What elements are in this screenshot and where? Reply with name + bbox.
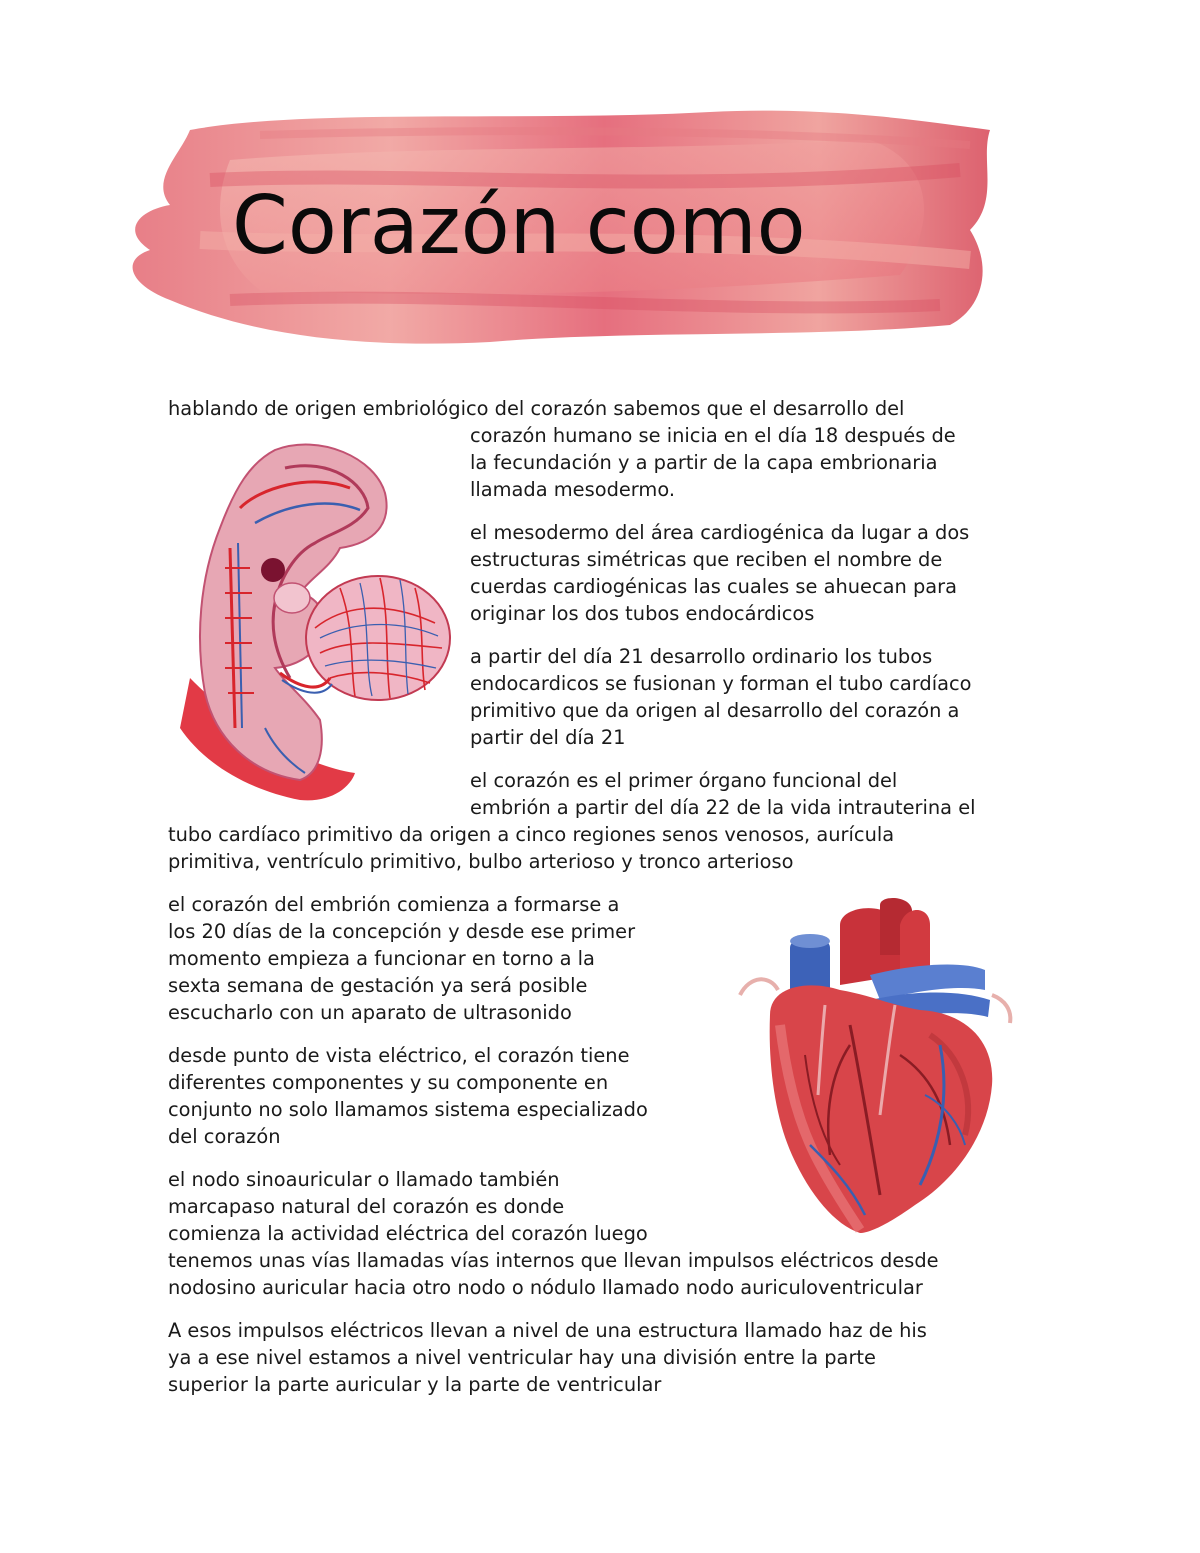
text-line: partir del día 21 [470, 726, 626, 749]
embryo-illustration-icon [180, 428, 455, 803]
text-line: primitivo que da origen al desarrollo del corazón a [470, 699, 960, 722]
text-line: a partir del día 21 desarrollo ordinario los tubos [470, 645, 933, 668]
text-line: del corazón [168, 1125, 281, 1148]
text-line: los 20 días de la concepción y desde ese primer [168, 920, 636, 943]
text-line: primitiva, ventrículo primitivo, bulbo arterioso y tronco arterioso [168, 850, 794, 873]
heart-anatomy-illustration-icon [730, 895, 1020, 1235]
text-line: cuerdas cardiogénicas las cuales se ahuecan para [470, 575, 958, 598]
text-line: la fecundación y a partir de la capa embrionaria [470, 451, 938, 474]
text-line: tubo cardíaco primitivo da origen a cinco regiones senos venosos, aurícula [168, 823, 895, 846]
text-line: tenemos unas vías llamadas vías internos que llevan impulsos eléctricos desde [168, 1249, 939, 1272]
text-line: endocardicos se fusionan y forman el tubo cardíaco [470, 672, 972, 695]
text-line: marcapaso natural del corazón es donde [168, 1195, 565, 1218]
text-line: momento empieza a funcionar en torno a la [168, 947, 595, 970]
page-title: Corazón como [232, 179, 806, 272]
text-line: nodosino auricular hacia otro nodo o nódulo llamado nodo auriculoventricular [168, 1276, 923, 1299]
text-line: estructuras simétricas que reciben el nombre de [470, 548, 943, 571]
text-line: diferentes componentes y su componente en [168, 1071, 609, 1094]
text-line: el nodo sinoauricular o llamado también [168, 1168, 560, 1191]
text-line: el corazón del embrión comienza a formarse a [168, 893, 620, 916]
text-line: escucharlo con un aparato de ultrasonido [168, 1001, 572, 1024]
text-line: comienza la actividad eléctrica del corazón luego [168, 1222, 648, 1245]
text-line: ya a ese nivel estamos a nivel ventricular hay una división entre la parte [168, 1346, 876, 1369]
text-line: el mesodermo del área cardiogénica da lugar a dos [470, 521, 970, 544]
text-line: conjunto no solo llamamos sistema especializado [168, 1098, 648, 1121]
text-line: A esos impulsos eléctricos llevan a nivel de una estructura llamado haz de his [168, 1319, 927, 1342]
text-line: embrión a partir del día 22 de la vida intrauterina el [470, 796, 976, 819]
text-line: el corazón es el primer órgano funcional del [470, 769, 898, 792]
text-line: superior la parte auricular y la parte de ventricular [168, 1373, 662, 1396]
text-line: desde punto de vista eléctrico, el corazón tiene [168, 1044, 630, 1067]
text-line: originar los dos tubos endocárdicos [470, 602, 815, 625]
text-line: sexta semana de gestación ya será posible [168, 974, 588, 997]
text-line: corazón humano se inicia en el día 18 después de [470, 424, 956, 447]
text-line: hablando de origen embriológico del corazón sabemos que el desarrollo del [168, 397, 905, 420]
text-line: llamada mesodermo. [470, 478, 676, 501]
